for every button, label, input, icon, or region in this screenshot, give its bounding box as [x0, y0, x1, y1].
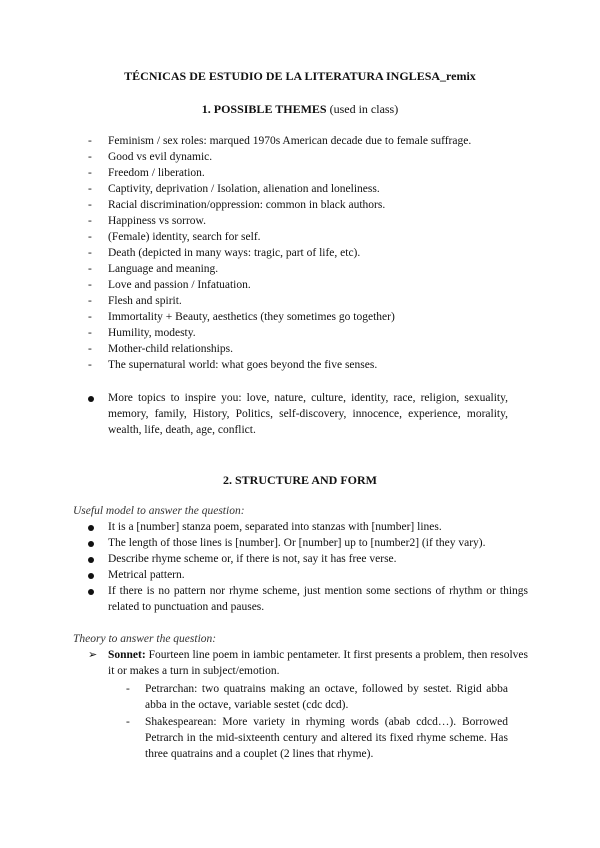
sonnet-type-item: - Shakespearean: More variety in rhyming words (abab cdcd…). Borrowed Petrarch in the mid-sixteenth century and altered its fixed rhyme scheme. Has three quatrains and a couplet (2 lines that rhyme). [126, 714, 508, 762]
more-topics-text: More topics to inspire you: love, nature, culture, identity, race, religion, sexuality, memory, family, History, Politics, self-discovery, innocence, experience, morality, wealth, life, death, age, conflict. [108, 392, 508, 436]
theme-item: - Racial discrimination/oppression: common in black authors. [88, 197, 528, 213]
theory-block [88, 647, 528, 763]
sonnet-types-list [126, 681, 508, 762]
model-item-text: The length of those lines is [number]. Or [number] up to [number2] (if they vary). [108, 537, 486, 549]
section-heading-themes-note: (used in class) [329, 102, 399, 116]
theme-item: - Mother-child relationships. [88, 341, 528, 357]
sonnet-definition [88, 647, 528, 679]
theme-item: - Feminism / sex roles: marqued 1970s American decade due to female suffrage. [88, 133, 528, 149]
theme-item: - Immortality + Beauty, aesthetics (they sometimes go together) [88, 309, 528, 325]
model-item [88, 551, 528, 567]
theme-item: - Happiness vs sorrow. [88, 213, 528, 229]
section-heading-structure: 2. STRUCTURE AND FORM [222, 473, 377, 487]
bullet-icon [88, 557, 94, 563]
document-title: TÉCNICAS DE ESTUDIO DE LA LITERATURA INGLESA_remix [124, 69, 476, 83]
theme-item: - Language and meaning. [88, 261, 528, 277]
model-item [88, 567, 528, 583]
bullet-icon [88, 396, 94, 402]
arrow-bullet-icon: ➢ [88, 649, 98, 661]
theme-item: - Flesh and spirit. [88, 293, 528, 309]
theme-item: - (Female) identity, search for self. [88, 229, 528, 245]
theme-item: - The supernatural world: what goes beyond the five senses. [88, 357, 528, 373]
more-topics-item [88, 390, 508, 438]
bullet-icon [88, 573, 94, 579]
theme-item: - Good vs evil dynamic. [88, 149, 528, 165]
model-item [88, 583, 528, 615]
model-item-text: Metrical pattern. [108, 569, 185, 581]
sonnet-entry [88, 647, 528, 679]
model-list [88, 519, 528, 615]
model-item-text: It is a [number] stanza poem, separated into stanzas with [number] lines. [108, 521, 442, 533]
theme-item: - Death (depicted in many ways: tragic, part of life, etc). [88, 245, 528, 261]
bullet-icon [88, 589, 94, 595]
model-item-text: Describe rhyme scheme or, if there is not, say it has free verse. [108, 553, 397, 565]
sonnet-term: Sonnet: [108, 649, 146, 661]
more-topics-list [88, 390, 508, 438]
sonnet-type-item: - Petrarchan: two quatrains making an octave, followed by sestet. Rigid abba abba in the octave, variable sestet (cdc dcd). [126, 681, 508, 713]
bullet-icon [88, 541, 94, 547]
model-item [88, 535, 528, 551]
theory-label: Theory to answer the question: [73, 633, 217, 645]
section-heading-themes [0, 101, 600, 117]
model-item-text: If there is no pattern nor rhyme scheme, just mention some sections of rhythm or things related to punctuation and pauses. [108, 585, 528, 613]
model-label: Useful model to answer the question: [73, 505, 245, 517]
model-item [88, 519, 528, 535]
theme-item: - Captivity, deprivation / Isolation, alienation and loneliness. [88, 181, 528, 197]
theme-item: - Love and passion / Infatuation. [88, 277, 528, 293]
sonnet-text: Fourteen line poem in iambic pentameter. It first presents a problem, then resolves it or makes a turn in subject/emotion. [108, 649, 528, 677]
theme-item: - Freedom / liberation. [88, 165, 528, 181]
bullet-icon [88, 525, 94, 531]
themes-list [88, 133, 528, 373]
section-heading-themes-text: 1. POSSIBLE THEMES [201, 102, 327, 116]
theme-item: - Humility, modesty. [88, 325, 528, 341]
